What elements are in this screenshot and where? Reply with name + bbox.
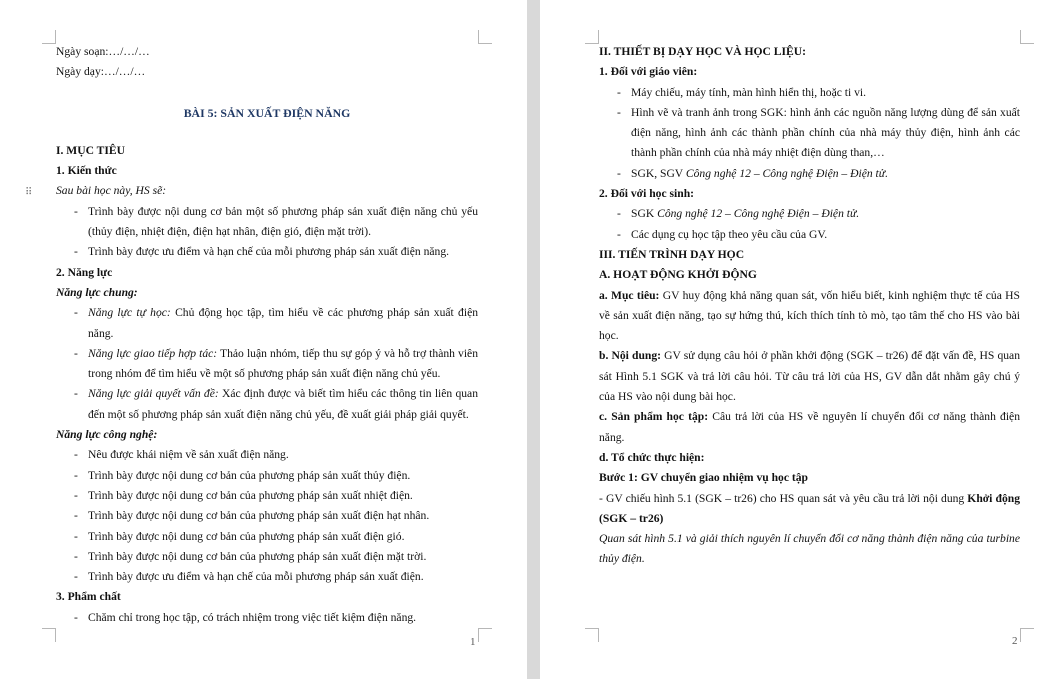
- paragraph-content: b. Nội dung: GV sử dụng câu hỏi ở phần khởi động (SGK – tr26) để đặt vấn đề, HS quan sát Hình 5.1 SGK và trả lời câu hỏi. Từ câu trả lời của HS, GV dẫn dắt nhằm gây chú ý của HS vào nội dung bài học.: [599, 349, 1020, 404]
- heading-teacher: 1. Đối với giáo viên:: [599, 65, 698, 79]
- drag-handle-icon[interactable]: ⠿: [25, 187, 33, 198]
- heading-competence: 2. Năng lực: [56, 265, 113, 279]
- crop-mark-top-right: [478, 30, 492, 44]
- heading-qualities: 3. Phẩm chất: [56, 590, 121, 604]
- paragraph-objective: a. Mục tiêu: GV huy động khả năng quan sát, vốn hiểu biết, kinh nghiệm thực tế của HS về sản xuất điện năng, tạo sự hứng thú, kích thích tính tò mò, tạo tâm thế cho HS vào bài học.: [599, 288, 1020, 343]
- list-item: - Trình bày được ưu điểm và hạn chế của mỗi phương pháp sản xuất điện.: [74, 570, 424, 584]
- paragraph-product: c. Sản phẩm học tập: Câu trả lời của HS về nguyên lí chuyển đổi cơ năng thành điện năng.: [599, 410, 1020, 444]
- crop-mark-top-left: [42, 30, 56, 44]
- crop-mark-bottom-right: [478, 628, 492, 642]
- list-item: - Trình bày được ưu điểm và hạn chế của mỗi phương pháp sản xuất điện năng.: [74, 245, 450, 259]
- heading-warmup: A. HOẠT ĐỘNG KHỞI ĐỘNG: [599, 268, 757, 282]
- page-number: 1: [470, 636, 476, 648]
- list-item: - Năng lực tự học: Chủ động học tập, tìm hiểu về các phương pháp sản xuất điện năng.: [74, 306, 479, 340]
- section-process: III. TIẾN TRÌNH DẠY HỌC: [599, 247, 745, 261]
- section-objectives: I. MỤC TIÊU: [56, 143, 126, 157]
- paragraph-question: Quan sát hình 5.1 và giải thích nguyên lí chuyển đổi cơ năng thành điện năng của turbine thủy điện.: [599, 532, 1020, 566]
- crop-mark-top-right: [1020, 30, 1034, 44]
- list-item: - Máy chiếu, máy tính, màn hình hiển thị, hoặc ti vi.: [617, 85, 867, 99]
- list-item: - SGK, SGV Công nghệ 12 – Công nghệ Điện – Điện tử.: [617, 166, 888, 180]
- list-item: - Hình vẽ và tranh ảnh trong SGK: hình ảnh các nguồn năng lượng dùng để sản xuất điện năng, hình ảnh các thành phần chính của nhà máy thủy điện, hình ảnh các thành phần chính của nhà máy nhiệt điện dùng than,…: [617, 105, 1020, 160]
- page-1-content: [56, 42, 478, 628]
- list-item: - Trình bày được nội dung cơ bản của phương pháp sản xuất điện hạt nhân.: [74, 509, 430, 523]
- teach-date: Ngày dạy:…/…/…: [56, 65, 146, 79]
- list-item: - Trình bày được nội dung cơ bản của phương pháp sản xuất điện gió.: [74, 529, 405, 543]
- heading-knowledge: 1. Kiến thức: [56, 164, 117, 178]
- section-equipment: II. THIẾT BỊ DẠY HỌC VÀ HỌC LIỆU:: [599, 45, 807, 58]
- intro-text: Sau bài học này, HS sẽ:: [56, 184, 167, 198]
- prep-date: Ngày soạn:…/…/…: [56, 45, 150, 58]
- crop-mark-bottom-left: [42, 628, 56, 642]
- list-item: - Năng lực giao tiếp hợp tác: Thảo luận nhóm, tiếp thu sự góp ý và hỗ trợ thành viên trong nhóm để tìm hiểu về một số phương pháp sản xuất điện năng chủ yếu.: [74, 346, 479, 381]
- heading-organization: d. Tổ chức thực hiện:: [599, 450, 705, 464]
- page-2-content: [599, 42, 1020, 570]
- page-number: 2: [1012, 635, 1018, 647]
- document-page-2: [540, 0, 1063, 679]
- list-item: - Các dụng cụ học tập theo yêu cầu của GV.: [617, 227, 828, 241]
- list-item: - Chăm chỉ trong học tập, có trách nhiệm trong việc tiết kiệm điện năng.: [74, 610, 417, 624]
- lesson-title: BÀI 5: SẢN XUẤT ĐIỆN NĂNG: [183, 105, 351, 120]
- heading-general-competence: Năng lực chung:: [56, 285, 138, 299]
- page-gap: [527, 0, 540, 679]
- list-item: - Trình bày được nội dung cơ bản của phương pháp sản xuất thủy điện.: [74, 468, 411, 482]
- crop-mark-top-left: [585, 30, 599, 44]
- list-item: - Trình bày được nội dung cơ bản của phương pháp sản xuất nhiệt điện.: [74, 488, 413, 502]
- heading-student: 2. Đối với học sinh:: [599, 187, 694, 201]
- list-item: - Năng lực giải quyết vấn đề: Xác định được và biết tìm hiểu các thông tin liên quan đến một số phương pháp sản xuất điện năng chủ yếu, đề xuất giải pháp giải quyết.: [74, 387, 479, 421]
- paragraph-step-1: - GV chiếu hình 5.1 (SGK – tr26) cho HS quan sát và yêu cầu trả lời nội dung Khởi động (SGK – tr26): [599, 491, 1020, 525]
- list-item: - Trình bày được nội dung cơ bản của phương pháp sản xuất điện mặt trời.: [74, 549, 427, 563]
- list-item: - SGK Công nghệ 12 – Công nghệ Điện – Điện tử.: [617, 207, 860, 221]
- heading-step-1: Bước 1: GV chuyển giao nhiệm vụ học tập: [599, 471, 808, 485]
- list-item: - Trình bày được nội dung cơ bản một số phương pháp sản xuất điện năng chủ yếu (thủy điện, nhiệt điện, điện hạt nhân, điện gió, điện mặt trời).: [74, 204, 478, 239]
- crop-mark-bottom-right: [1020, 628, 1034, 642]
- heading-tech-competence: Năng lực công nghệ:: [56, 428, 158, 442]
- list-item: - Nêu được khái niệm về sản xuất điện năng.: [74, 448, 289, 462]
- crop-mark-bottom-left: [585, 628, 599, 642]
- document-page-1: [0, 0, 527, 679]
